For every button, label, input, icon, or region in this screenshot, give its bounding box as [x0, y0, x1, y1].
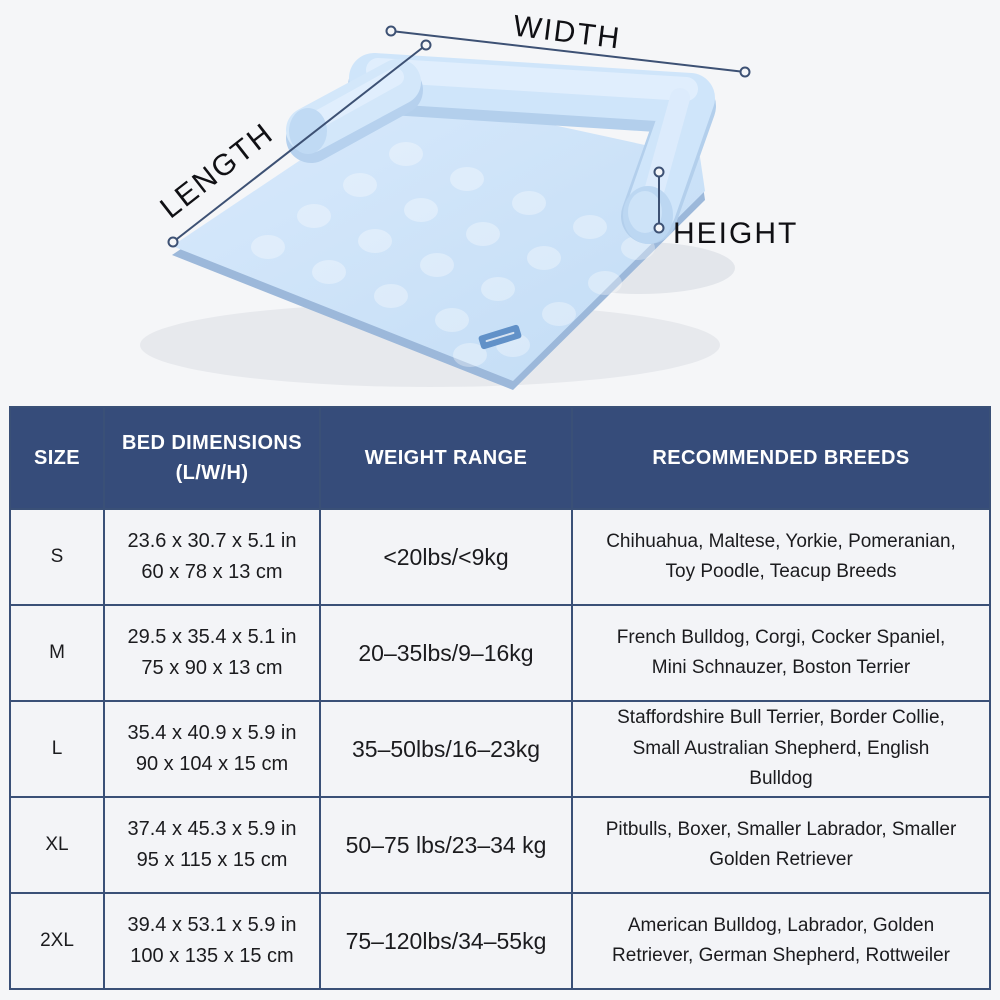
col-header-breeds-label: RECOMMENDED BREEDS	[652, 447, 910, 469]
cell-size-m: M	[11, 606, 103, 700]
cell-breeds-l: Staffordshire Bull Terrier, Border Collie, Small Australian Shepherd, English Bulldog	[573, 702, 989, 796]
dims-in: 29.5 x 35.4 x 5.1 in	[127, 626, 297, 648]
cell-breeds-s: Chihuahua, Maltese, Yorkie, Pomeranian, Toy Poodle, Teacup Breeds	[573, 510, 989, 604]
col-header-size	[11, 408, 103, 508]
cell-size-xl: XL	[11, 798, 103, 892]
cell-breeds-xl: Pitbulls, Boxer, Smaller Labrador, Smaller Golden Retriever	[573, 798, 989, 892]
width-label: WIDTH	[511, 9, 623, 56]
cell-breeds-2xl: American Bulldog, Labrador, Golden Retriever, German Shepherd, Rottweiler	[573, 894, 989, 988]
cell-dimensions-l	[105, 702, 319, 796]
cell-weight-2xl: 75–120lbs/34–55kg	[321, 894, 571, 988]
cell-dimensions-xl	[105, 798, 319, 892]
dims-in: 35.4 x 40.9 x 5.9 in	[127, 722, 297, 744]
cell-dimensions-2xl	[105, 894, 319, 988]
dims-cm: 100 x 135 x 15 cm	[130, 945, 294, 967]
cell-weight-m: 20–35lbs/9–16kg	[321, 606, 571, 700]
dims-in: 39.4 x 53.1 x 5.9 in	[127, 914, 297, 936]
cell-weight-l: 35–50lbs/16–23kg	[321, 702, 571, 796]
cell-weight-xl: 50–75 lbs/23–34 kg	[321, 798, 571, 892]
col-header-weight	[321, 408, 571, 508]
col-header-size-label: SIZE	[33, 447, 81, 469]
length-label: LENGTH	[154, 116, 280, 225]
col-header-dimensions-sub: (L/W/H)	[175, 462, 249, 484]
dims-in: 23.6 x 30.7 x 5.1 in	[127, 530, 297, 552]
height-label: HEIGHT	[673, 217, 799, 250]
dims-cm: 75 x 90 x 13 cm	[141, 657, 283, 679]
col-header-dimensions-label: BED DIMENSIONS	[121, 432, 303, 454]
cell-size-s: S	[11, 510, 103, 604]
dims-in: 37.4 x 45.3 x 5.9 in	[127, 818, 297, 840]
dims-cm: 60 x 78 x 13 cm	[141, 561, 283, 583]
col-header-breeds	[573, 408, 989, 508]
cell-breeds-m: French Bulldog, Corgi, Cocker Spaniel, Mini Schnauzer, Boston Terrier	[573, 606, 989, 700]
col-header-weight-label: WEIGHT RANGE	[364, 447, 528, 469]
cell-size-l: L	[11, 702, 103, 796]
pet-bed-illustration	[0, 0, 1000, 400]
size-chart-table	[9, 406, 991, 990]
col-header-dimensions	[105, 408, 319, 508]
cell-size-2xl: 2XL	[11, 894, 103, 988]
cell-weight-s: <20lbs/<9kg	[321, 510, 571, 604]
dims-cm: 90 x 104 x 15 cm	[135, 753, 289, 775]
cell-dimensions-m	[105, 606, 319, 700]
bed-dimension-diagram	[0, 0, 1000, 400]
cell-dimensions-s	[105, 510, 319, 604]
dims-cm: 95 x 115 x 15 cm	[136, 849, 288, 871]
